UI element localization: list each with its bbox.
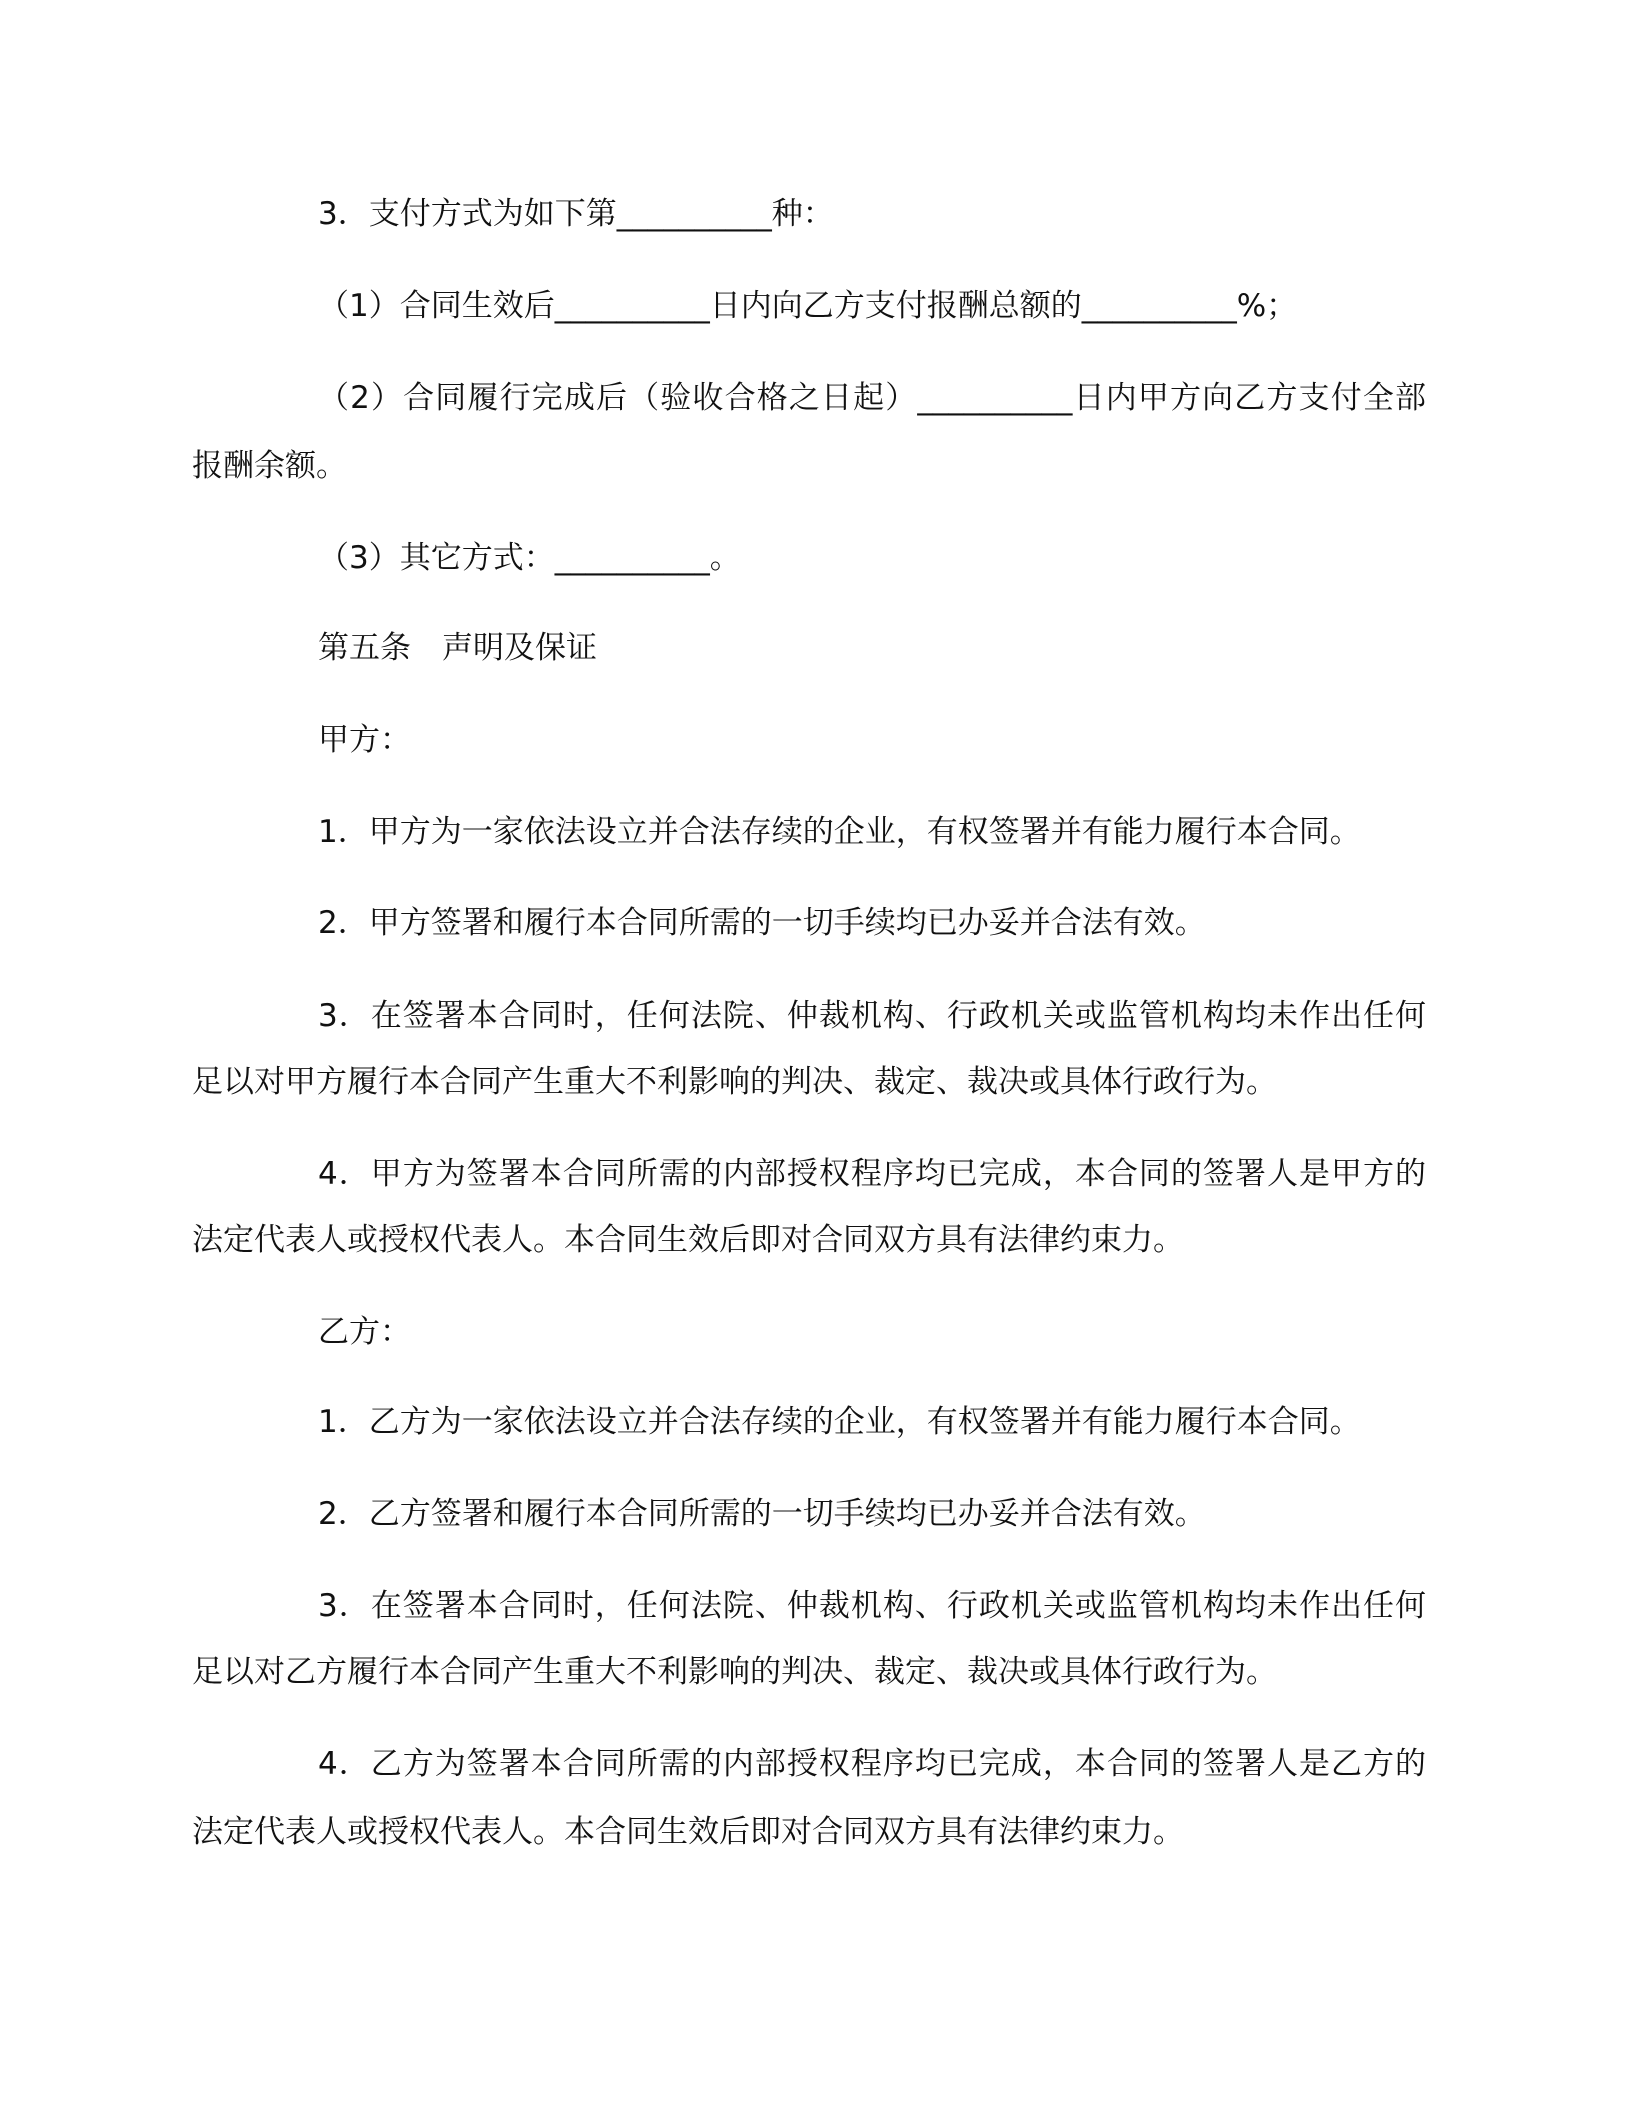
- payment-method-heading: 3．支付方式为如下第__________种：: [318, 196, 834, 232]
- payment-option-2-line-1: （2）合同履行完成后（验收合格之日起）__________日内甲方向乙方支付全部: [318, 380, 1426, 416]
- payment-option-2-line-2: 报酬余额。: [192, 448, 347, 484]
- party-b-item-4-line-2: 法定代表人或授权代表人。本合同生效后即对合同双方具有法律约束力。: [192, 1814, 1184, 1850]
- party-b-item-3-line-1: 3．在签署本合同时，任何法院、仲裁机构、行政机关或监管机构均未作出任何: [318, 1588, 1426, 1624]
- party-a-item-3-line-2: 足以对甲方履行本合同产生重大不利影响的判决、裁定、裁决或具体行政行为。: [192, 1064, 1277, 1100]
- party-b-item-1: 1．乙方为一家依法设立并合法存续的企业，有权签署并有能力履行本合同。: [318, 1404, 1361, 1440]
- party-b-label: 乙方：: [318, 1314, 411, 1350]
- party-b-item-4-line-1: 4．乙方为签署本合同所需的内部授权程序均已完成，本合同的签署人是乙方的: [318, 1746, 1426, 1782]
- party-a-item-4-line-2: 法定代表人或授权代表人。本合同生效后即对合同双方具有法律约束力。: [192, 1222, 1184, 1258]
- party-a-item-4-line-1: 4．甲方为签署本合同所需的内部授权程序均已完成，本合同的签署人是甲方的: [318, 1156, 1426, 1192]
- payment-option-1: （1）合同生效后__________日内向乙方支付报酬总额的__________%；: [318, 288, 1298, 324]
- party-a-label: 甲方：: [318, 722, 411, 758]
- party-a-item-3-line-1: 3．在签署本合同时，任何法院、仲裁机构、行政机关或监管机构均未作出任何: [318, 998, 1426, 1034]
- party-b-item-3-line-2: 足以对乙方履行本合同产生重大不利影响的判决、裁定、裁决或具体行政行为。: [192, 1654, 1277, 1690]
- party-a-item-2: 2．甲方签署和履行本合同所需的一切手续均已办妥并合法有效。: [318, 905, 1206, 941]
- party-a-item-1: 1．甲方为一家依法设立并合法存续的企业，有权签署并有能力履行本合同。: [318, 814, 1361, 850]
- party-b-item-2: 2．乙方签署和履行本合同所需的一切手续均已办妥并合法有效。: [318, 1496, 1206, 1532]
- article-5-title: 第五条 声明及保证: [318, 630, 597, 666]
- payment-option-3: （3）其它方式：__________。: [318, 540, 741, 576]
